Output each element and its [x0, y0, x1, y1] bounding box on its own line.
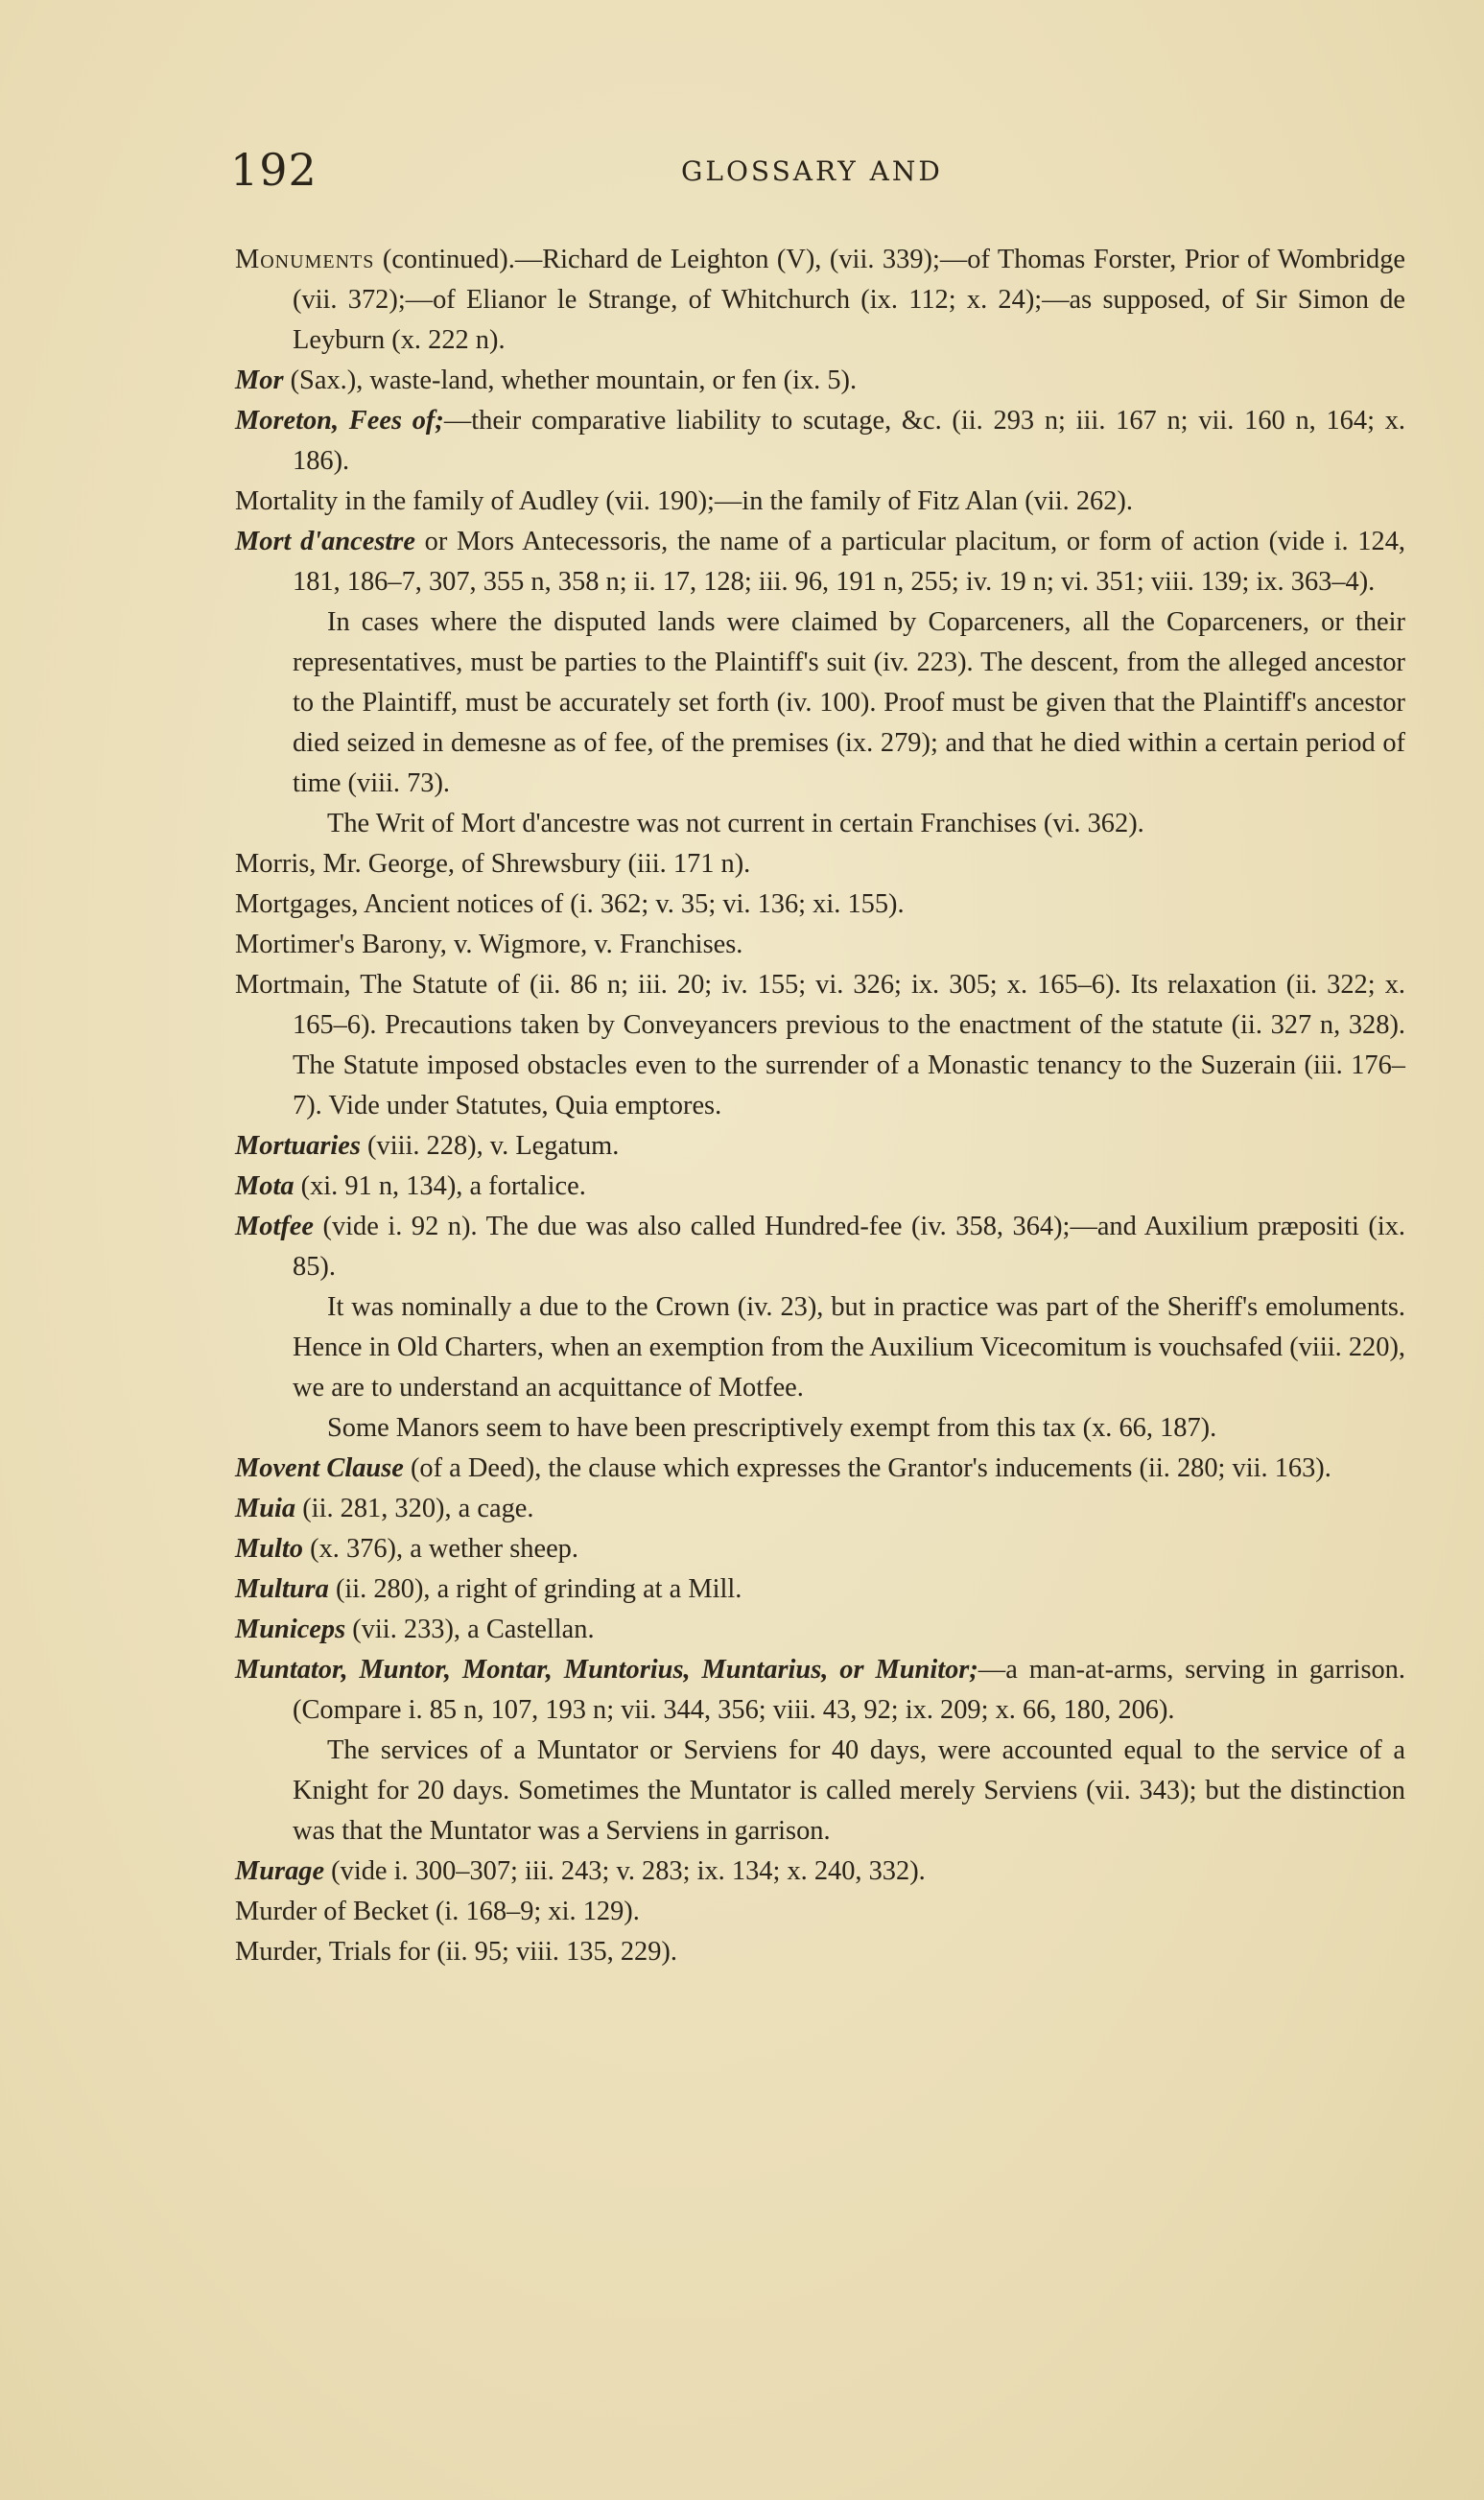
entry-term: Muia: [235, 1494, 296, 1523]
entry-paragraph: It was nominally a due to the Crown (iv. 23), but in practice was part of the Sheriff's emoluments. Hence in Old Charters, when an exemption from the Auxilium Vicecomitum is vouchsafed (viii. 220), we are to understand an acquittance of Motfee.: [293, 1292, 1405, 1403]
entry-term: Multo: [235, 1534, 304, 1564]
entry-text: Mortmain, The Statute of (ii. 86 n; iii. 20; iv. 155; vi. 326; ix. 305; x. 165–6). Its relaxation (ii. 322; x. 165–6). Precautions taken by Conveyancers previous to the enactment of the statute (ii. 327 n, 328). The Statute imposed obstacles even to the surrender of a Monastic tenancy to the Suzerain (iii. 176–7). Vide under Statutes, Quia emptores.: [235, 970, 1405, 1120]
glossary-entry: [235, 965, 1405, 1126]
entry-term: Movent Clause: [235, 1453, 404, 1483]
glossary-entry: [235, 844, 1405, 884]
entry-text: (of a Deed), the clause which expresses the Grantor's inducements (ii. 280; vii. 163).: [403, 1453, 1331, 1483]
entry-text: Mortality in the family of Audley (vii. 190);—in the family of Fitz Alan (vii. 262).: [235, 486, 1133, 516]
glossary-entry: [235, 1610, 1405, 1650]
entry-term: Multura: [235, 1574, 329, 1604]
glossary-entry: [235, 1207, 1405, 1287]
entry-head: Monuments: [235, 245, 375, 274]
entry-text: —a man-at-arms, serving in garrison. (Compare i. 85 n, 107, 193 n; vii. 344, 356; viii. 43, 92; ix. 209; x. 66, 180, 206).: [293, 1655, 1405, 1725]
glossary-entry: [235, 522, 1405, 602]
glossary-entry: [235, 1449, 1405, 1489]
entry-text: Morris, Mr. George, of Shrewsbury (iii. 171 n).: [235, 849, 751, 879]
entry-paragraph: The Writ of Mort d'ancestre was not current in certain Franchises (vi. 362).: [327, 809, 1144, 838]
glossary-entry: [235, 1529, 1405, 1569]
entry-text: (xi. 91 n, 134), a fortalice.: [294, 1171, 586, 1201]
entry-term: Moreton, Fees of;: [235, 406, 444, 436]
glossary-entry: [235, 1569, 1405, 1610]
glossary-entry: [235, 1892, 1405, 1932]
entry-text: (ii. 280), a right of grinding at a Mill.: [328, 1574, 742, 1604]
glossary-entry: [235, 240, 1405, 361]
entry-text: or Mors Antecessoris, the name of a particular placitum, or form of action (vide i. 124, 181, 186–7, 307, 355 n, 358 n; ii. 17, 128; iii. 96, 191 n, 255; iv. 19 n; vi. 351; viii. 139; ix. 363–4).: [293, 527, 1405, 597]
entry-text: Mortimer's Barony, v. Wigmore, v. Franchises.: [235, 930, 743, 959]
running-head: GLOSSARY AND: [681, 155, 943, 187]
glossary-entry: [235, 884, 1405, 925]
entry-text: (vii. 233), a Castellan.: [345, 1615, 595, 1644]
entry-text: —their comparative liability to scutage, &c. (ii. 293 n; iii. 167 n; vii. 160 n, 164; x. 186).: [293, 406, 1405, 476]
entry-text: (vide i. 92 n). The due was also called Hundred-fee (iv. 358, 364);—and Auxilium præpositi (ix. 85).: [293, 1212, 1405, 1282]
glossary-entry: [235, 1489, 1405, 1529]
glossary-entry: [235, 1167, 1405, 1207]
entry-term: Mota: [235, 1171, 294, 1201]
entry-term: Mortuaries: [235, 1131, 361, 1161]
entry-term: Muntator, Muntor, Montar, Muntorius, Muntarius, or Munitor;: [235, 1655, 978, 1685]
entry-paragraph: Some Manors seem to have been prescriptively exempt from this tax (x. 66, 187).: [327, 1413, 1217, 1443]
glossary-entry: [235, 401, 1405, 482]
glossary-entry: [235, 1932, 1405, 1972]
glossary-entry: [235, 925, 1405, 965]
entry-term: Mort d'ancestre: [235, 527, 415, 556]
entry-text: (Sax.), waste-land, whether mountain, or fen (ix. 5).: [283, 366, 858, 395]
entry-term: Murage: [235, 1856, 325, 1886]
entry-term: Mor: [235, 366, 284, 395]
glossary-entry: [235, 1650, 1405, 1731]
page-header: [0, 144, 1484, 201]
glossary-entry: [235, 1126, 1405, 1167]
entry-paragraph: The services of a Muntator or Serviens for 40 days, were accounted equal to the service of a Knight for 20 days. Sometimes the Muntator is called merely Serviens (vii. 343); but the distinction was that the Muntator was a Serviens in garrison.: [293, 1735, 1405, 1846]
entry-term: Municeps: [235, 1615, 346, 1644]
entry-text: (ii. 281, 320), a cage.: [295, 1494, 534, 1523]
glossary-body: [235, 240, 1405, 1972]
glossary-entry: [235, 1851, 1405, 1892]
glossary-entry: [235, 361, 1405, 401]
entry-text: (viii. 228), v. Legatum.: [360, 1131, 620, 1161]
entry-text: (vide i. 300–307; iii. 243; v. 283; ix. 134; x. 240, 332).: [324, 1856, 926, 1886]
entry-paragraph: In cases where the disputed lands were claimed by Coparceners, all the Coparceners, or their representatives, must be parties to the Plaintiff's suit (iv. 223). The descent, from the alleged ancestor to the Plaintiff, must be accurately set forth (iv. 100). Proof must be given that the Plaintiff's ancestor died seized in demesne as of fee, of the premises (ix. 279); and that he died within a certain period of time (viii. 73).: [293, 607, 1405, 798]
glossary-entry: [235, 482, 1405, 522]
entry-term: Motfee: [235, 1212, 314, 1241]
entry-text: Murder, Trials for (ii. 95; viii. 135, 229).: [235, 1937, 677, 1967]
entry-text: Murder of Becket (i. 168–9; xi. 129).: [235, 1897, 640, 1926]
page-number: 192: [230, 144, 318, 196]
entry-text: (continued).—Richard de Leighton (V), (vii. 339);—of Thomas Forster, Prior of Wombridge (vii. 372);—of Elianor le Strange, of Whitchurch (ix. 112; x. 24);—as supposed, of Sir Simon de Leyburn (x. 222 n).: [293, 245, 1405, 355]
entry-text: Mortgages, Ancient notices of (i. 362; v. 35; vi. 136; xi. 155).: [235, 889, 905, 919]
entry-text: (x. 376), a wether sheep.: [303, 1534, 578, 1564]
